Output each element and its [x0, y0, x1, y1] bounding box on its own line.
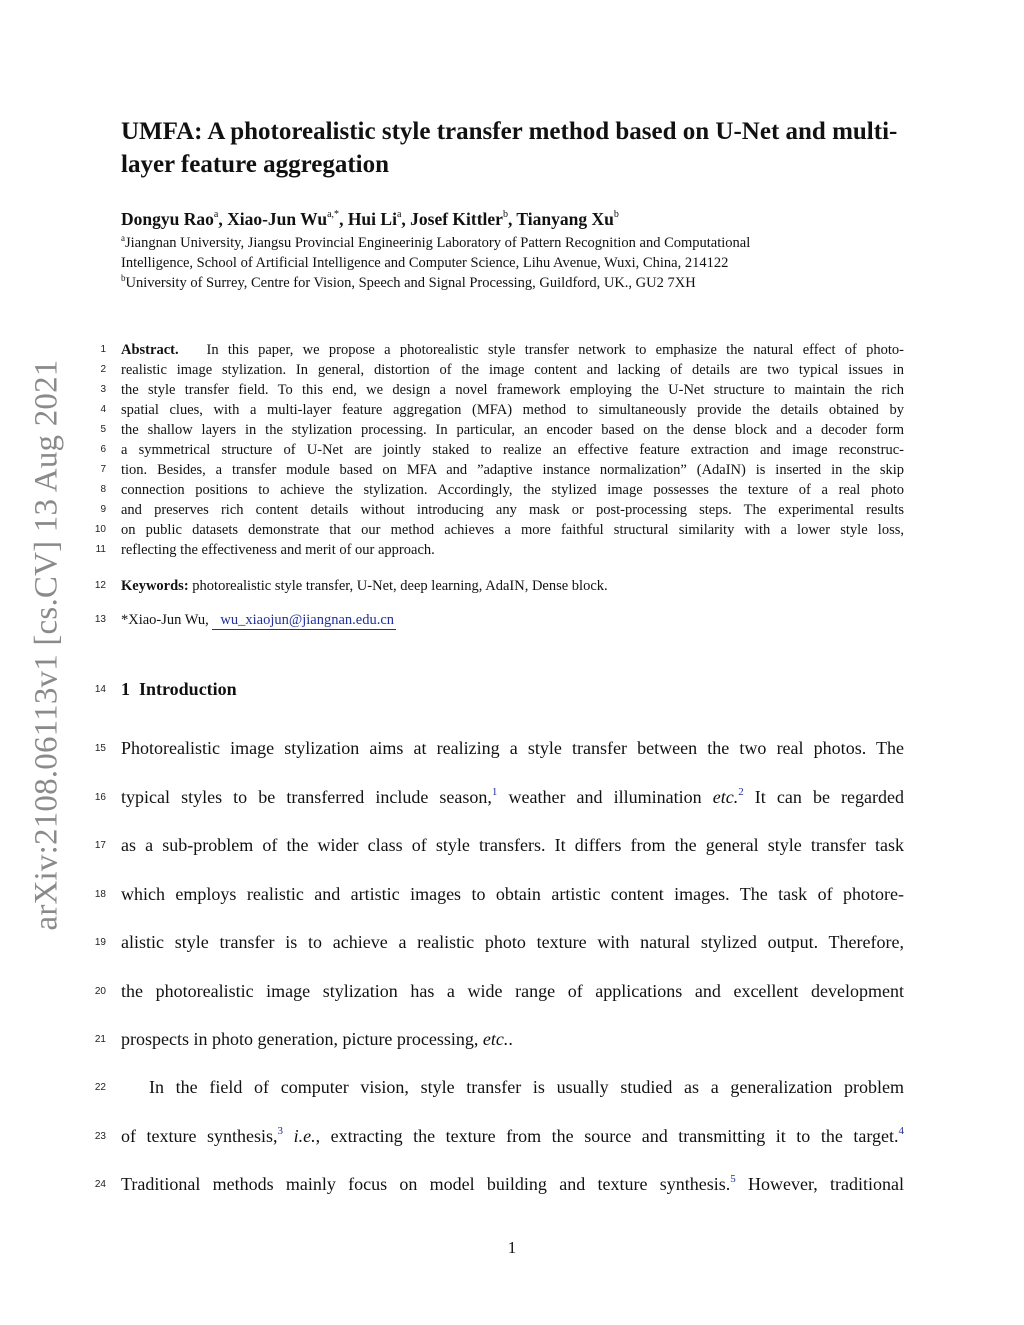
body-line	[121, 1172, 904, 1196]
affiliation-b-line	[121, 273, 921, 293]
author-separator: ,	[401, 209, 411, 229]
author-name: Xiao-Jun Wu	[227, 209, 328, 229]
body-line: In the field of computer vision, style transfer is usually studied as a generalization problem	[149, 1077, 904, 1097]
author-name: Hui Li	[347, 209, 397, 229]
line-number: 18	[94, 889, 106, 900]
abstract-line: and preserves rich content details without introducing any mask or post-processing steps. The experimental results	[121, 502, 904, 518]
affiliation-text: University of Surrey, Centre for Vision, Speech and Signal Processing, Guildford, UK., GU2 7XH	[125, 275, 696, 291]
abstract-line: connection positions to achieve the stylization. Accordingly, the stylized image possesses the texture of a real photo	[121, 482, 904, 498]
line-number: 23	[94, 1131, 106, 1142]
line-number: 2	[100, 364, 106, 375]
body-line: as a sub-problem of the wider class of style transfers. It differs from the general style transfer task	[121, 835, 904, 855]
arxiv-identifier-stamp: arXiv:2108.06113v1 [cs.CV] 13 Aug 2021	[28, 359, 65, 931]
line-number: 24	[94, 1179, 106, 1190]
line-number: 19	[94, 937, 106, 948]
line-number: 7	[100, 464, 106, 475]
citation-ref[interactable]: 4	[898, 1125, 904, 1137]
body-italic-text: i.e.	[293, 1126, 316, 1146]
abstract-line: on public datasets demonstrate that our method achieves a more faithful structural similarity with a lower style loss,	[121, 522, 904, 538]
abstract-line: spatial clues, with a multi-layer feature aggregation (MFA) method to simultaneously provide the details obtained by	[121, 402, 904, 418]
affiliation-a-line	[121, 253, 921, 273]
body-line	[121, 1027, 904, 1051]
affiliation-a-line	[121, 233, 921, 253]
line-number: 14	[94, 684, 106, 695]
body-line: alistic style transfer is to achieve a realistic photo texture with natural stylized output. Therefore,	[121, 932, 904, 952]
author-affiliation-mark: a	[213, 209, 219, 220]
citation-ref[interactable]: 3	[277, 1125, 284, 1137]
abstract-text: In this paper, we propose a photorealistic style transfer network to emphasize the natural effect of photo-	[206, 342, 904, 358]
author-list	[121, 207, 921, 231]
line-number: 4	[100, 404, 106, 415]
line-number: 1	[100, 344, 106, 355]
line-number: 3	[100, 384, 106, 395]
page-number: 1	[507, 1238, 517, 1257]
corresponding-author	[121, 610, 904, 630]
line-number: 20	[94, 986, 106, 997]
line-number: 12	[94, 580, 106, 591]
section-title: Introduction	[139, 679, 237, 699]
citation-ref[interactable]: 1	[491, 786, 498, 798]
line-number: 13	[94, 614, 106, 625]
author-affiliation-mark: a,*	[327, 209, 340, 220]
body-text: typical styles to be transferred include season,	[121, 787, 492, 807]
body-text: However, traditional	[735, 1174, 904, 1194]
body-text: of texture synthesis,	[121, 1126, 278, 1146]
body-line: the photorealistic image stylization has a wide range of applications and excellent development	[121, 981, 904, 1001]
author-affiliation-mark: b	[613, 209, 619, 220]
line-number: 6	[100, 444, 106, 455]
affiliation-mark: a	[121, 233, 125, 243]
body-text: .	[508, 1029, 513, 1049]
author-name: Dongyu Rao	[121, 209, 214, 229]
keywords	[121, 576, 904, 596]
body-text: weather and illumination	[497, 787, 713, 807]
line-number: 16	[94, 792, 106, 803]
abstract-line	[121, 340, 904, 360]
section-number: 1	[121, 679, 130, 699]
affiliation-text: Jiangnan University, Jiangsu Provincial Engineerinig Laboratory of Pattern Recognition and Computational	[125, 235, 751, 251]
section-heading	[121, 677, 237, 701]
keywords-label: Keywords:	[121, 578, 189, 594]
line-number: 15	[94, 743, 106, 754]
line-number: 5	[100, 424, 106, 435]
body-text: It can be regarded	[743, 787, 904, 807]
abstract-line: realistic image stylization. In general, distortion of the image content and lacking of details are two typical issues in	[121, 362, 904, 378]
body-line: which employs realistic and artistic images to obtain artistic content images. The task of photore-	[121, 884, 904, 904]
citation-ref[interactable]: 5	[730, 1173, 736, 1185]
author-separator: ,	[339, 209, 348, 229]
line-number: 10	[94, 524, 106, 535]
line-number: 21	[94, 1034, 106, 1045]
citation-ref[interactable]: 2	[738, 786, 744, 798]
affiliation-mark: b	[121, 273, 126, 283]
author-name: Josef Kittler	[410, 209, 503, 229]
body-text: , extracting the texture from the source and transmitting it to the target.	[315, 1126, 899, 1146]
keywords-text: photorealistic style transfer, U-Net, deep learning, AdaIN, Dense block.	[192, 578, 608, 594]
author-name: Tianyang Xu	[516, 209, 614, 229]
line-number: 8	[100, 484, 106, 495]
author-separator: ,	[507, 209, 517, 229]
abstract-line: the shallow layers in the stylization processing. In particular, an encoder based on the dense block and a decoder form	[121, 422, 904, 438]
email-link[interactable]: wu_xiaojun@jiangnan.edu.cn	[212, 612, 396, 630]
author-affiliation-mark: b	[502, 209, 508, 220]
corresponding-author-label: *Xiao-Jun Wu,	[121, 612, 209, 628]
line-number: 9	[100, 504, 106, 515]
body-line: Photorealistic image stylization aims at realizing a style transfer between the two real photos. The	[121, 738, 904, 758]
author-affiliation-mark: a	[396, 209, 402, 220]
abstract-line: reflecting the effectiveness and merit of our approach.	[121, 542, 435, 558]
abstract-label: Abstract.	[121, 342, 179, 358]
body-italic-text: etc.	[712, 787, 739, 807]
line-number: 11	[95, 544, 106, 555]
body-italic-text: etc.	[482, 1029, 509, 1049]
abstract-line: tion. Besides, a transfer module based on MFA and ”adaptive instance normalization” (AdaIN) is inserted in the skip	[121, 462, 904, 478]
affiliation-text: Intelligence, School of Artificial Intelligence and Computer Science, Lihu Avenue, Wuxi, China, 214122	[121, 255, 729, 271]
abstract-line: a symmetrical structure of U-Net are jointly staked to realize an effective feature extraction and image reconstruc-	[121, 442, 904, 458]
line-number: 17	[94, 840, 106, 851]
paper-title: UMFA: A photorealistic style transfer method based on U-Net and multi-layer feature aggregation	[121, 118, 898, 178]
line-number: 22	[94, 1082, 106, 1093]
abstract-line: the style transfer field. To this end, we design a novel framework employing the U-Net structure to maintain the rich	[121, 382, 904, 398]
body-text: prospects in photo generation, picture processing,	[121, 1029, 483, 1049]
body-line	[121, 785, 904, 809]
author-separator: ,	[218, 209, 228, 229]
body-line	[121, 1124, 904, 1148]
body-text: Traditional methods mainly focus on model building and texture synthesis.	[121, 1174, 731, 1194]
